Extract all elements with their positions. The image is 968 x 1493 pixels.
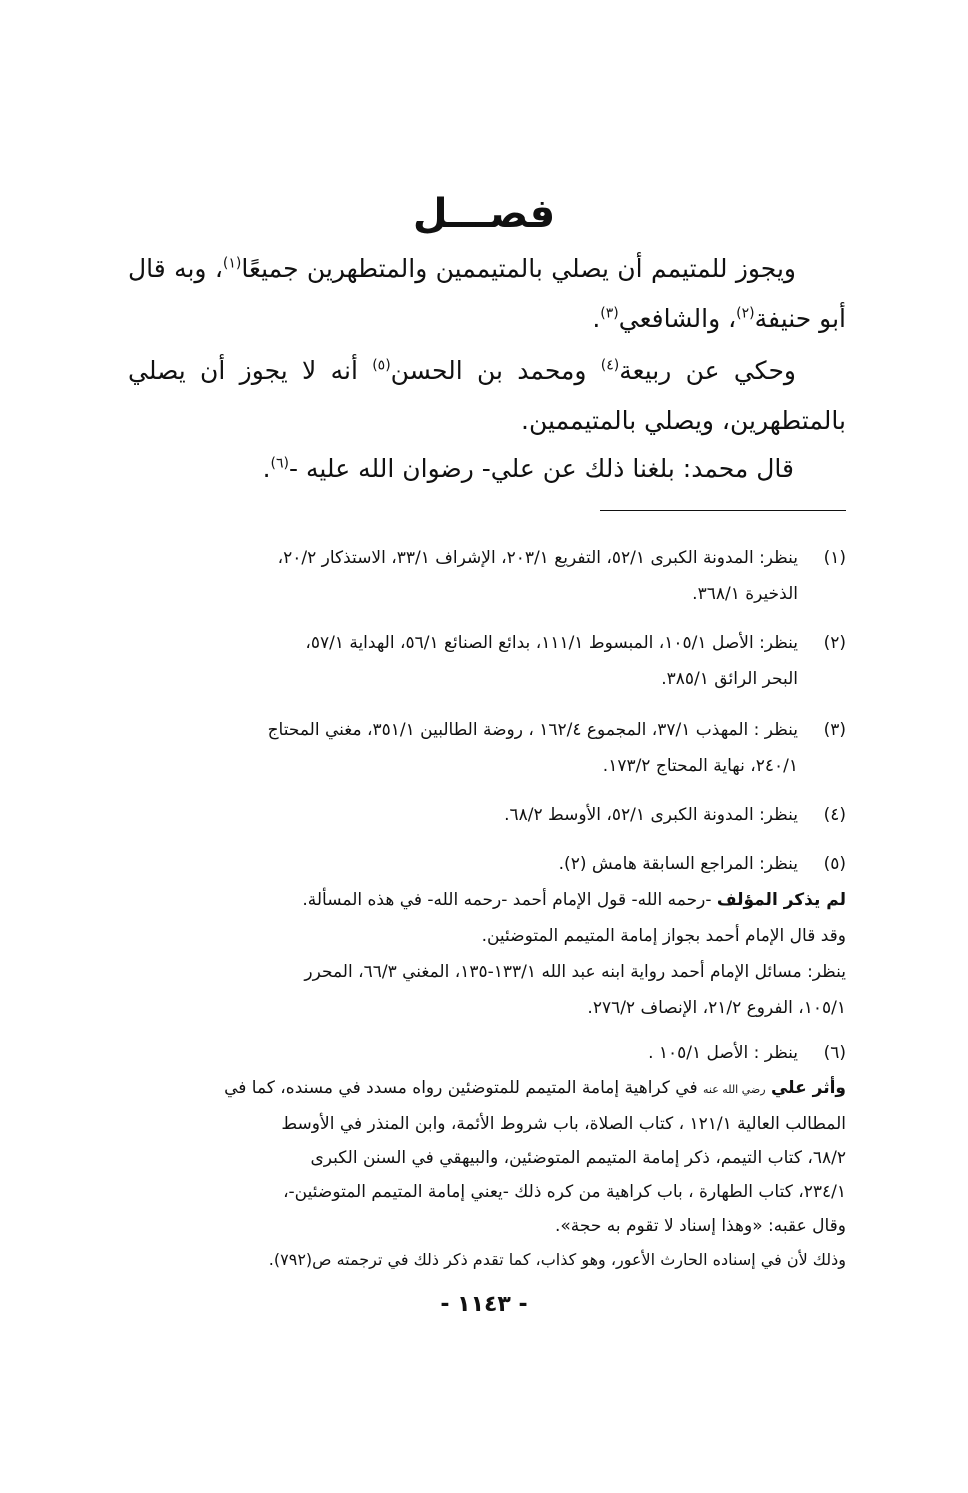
paragraph-text: قال محمد: بلغنا ذلك عن علي- رضوان الله عليه -: [289, 454, 794, 483]
footnote-text: -رحمه الله- قول الإمام أحمد -رحمه الله- في هذه المسألة.: [302, 890, 717, 910]
footnote-ref-1: (١): [222, 255, 242, 272]
footnote-number: (٥): [823, 854, 846, 874]
footnote-line: البحر الرائق ٣٨٥/١.: [661, 669, 798, 689]
footnote-line: ٢٣٤/١، كتاب الطهارة ، باب كراهية من كره ذلك -يعني إمامة المتيمم المتوضئين-،: [283, 1182, 846, 1202]
footnote-bold-text: وأثر علي: [770, 1078, 846, 1098]
paragraph-text: ويجوز للمتيمم أن يصلي بالمتيممين والمتطهرين جميعًا: [241, 254, 796, 283]
paragraph-text: أنه لا يجوز أن يصلي بالمتطهرين، ويصلي بالمتيممين.: [128, 356, 846, 435]
footnote-line: ٦٨/٢، كتاب التيمم، ذكر إمامة المتيمم المتوضئين، والبيهقي في السنن الكبرى: [310, 1148, 846, 1168]
footnote-5: [128, 846, 846, 1026]
footnote-body: [128, 797, 798, 833]
footnote-line: ينظر: المدونة الكبرى ٥٢/١، التفريع ٢٠٣/١، الإشراف ٣٣/١، الاستذكار ٢٠/٢،: [277, 548, 798, 568]
footnote-line: المطالب العالية ١٢١/١ ، كتاب الصلاة، باب شروط الأئمة، وابن المنذر في الأوسط: [281, 1114, 846, 1134]
footnote-line: ١٠٥/١، الفروع ٢١/٢، الإنصاف ٢٧٦/٢.: [587, 998, 846, 1018]
footnote-body: [128, 625, 798, 697]
footnote-ref-2: (٢): [736, 305, 755, 322]
footnote-bold-text: لم يذكر المؤلف: [716, 890, 846, 910]
footnote-line: ينظر : المهذب ٣٧/١، المجموع ١٦٢/٤ ، روضة الطالبين ٣٥١/١، مغني المحتاج: [267, 720, 798, 740]
paragraph-text: ، وبه قال أبو حنيفة: [128, 254, 846, 333]
footnote-body: [128, 846, 846, 1026]
footnote-number: (٤): [823, 805, 846, 825]
section-title: فصـــل: [412, 191, 556, 237]
footnote-line: وذلك لأن في إسناده الحارث الأعور، وهو كذاب، كما تقدم ذكر ذلك في ترجمته ص(٧٩٢).: [268, 1250, 846, 1269]
footnote-3: [128, 712, 846, 784]
footnote-line: ينظر: المراجع السابقة هامش (٢).: [558, 854, 798, 874]
paragraph-text: .: [262, 454, 271, 483]
footnote-body: [128, 712, 798, 784]
footnote-separator: [600, 510, 846, 511]
footnote-line: [128, 882, 846, 918]
footnote-1: [128, 540, 846, 612]
page-number: - ١١٤٣ -: [440, 1292, 528, 1317]
paragraph-text: .: [592, 304, 601, 333]
footnote-ref-3: (٣): [600, 305, 619, 322]
paragraph-text: ومحمد بن الحسن: [390, 356, 601, 385]
footnote-line: وقد قال الإمام أحمد بجواز إمامة المتيمم المتوضئين.: [481, 926, 846, 946]
paragraph-1: [128, 244, 846, 344]
footnote-number: (٢): [823, 633, 846, 653]
footnote-number: (٣): [823, 720, 846, 740]
footnote-number: (٦): [823, 1043, 846, 1063]
footnote-line: [128, 1071, 846, 1107]
footnote-text: في كراهية إمامة المتيمم للمتوضئين رواه مسدد في مسنده، كما في: [224, 1078, 704, 1098]
paragraph-2: [128, 346, 846, 446]
footnote-line: ينظر: مسائل الإمام أحمد رواية ابنه عبد الله ١٣٣/١-١٣٥، المغني ٦٦/٣، المحرر: [304, 962, 846, 982]
footnote-4: [128, 797, 846, 833]
footnote-body: [128, 540, 798, 612]
footnote-ref-4: (٤): [600, 357, 620, 374]
footnote-line: وقال عقبه: «وهذا إسناد لا تقوم به حجة».: [554, 1216, 846, 1236]
footnote-line: ينظر: الأصل ١٠٥/١، المبسوط ١١١/١، بدائع الصنائع ٥٦/١، الهداية ٥٧/١،: [305, 633, 798, 653]
footnote-2: [128, 625, 846, 697]
honorific-text: رضي الله عنه: [703, 1083, 766, 1096]
paragraph-text: ، والشافعي: [618, 304, 737, 333]
footnote-ref-6: (٦): [270, 455, 290, 472]
footnote-ref-5: (٥): [372, 357, 391, 374]
footnote-6: [128, 1035, 846, 1277]
paragraph-text: وحكي عن ربيعة: [619, 356, 796, 385]
paragraph-3: [128, 444, 846, 494]
footnote-line: ينظر : الأصل ١٠٥/١ .: [648, 1043, 798, 1063]
footnote-line: ينظر: المدونة الكبرى ٥٢/١، الأوسط ٦٨/٢.: [504, 805, 798, 825]
footnote-number: (١): [823, 548, 846, 568]
footnote-line: الذخيرة ٣٦٨/١.: [692, 584, 798, 604]
footnote-line: ٢٤٠/١، نهاية المحتاج ١٧٣/٢.: [602, 756, 798, 776]
footnote-body: [128, 1035, 846, 1277]
